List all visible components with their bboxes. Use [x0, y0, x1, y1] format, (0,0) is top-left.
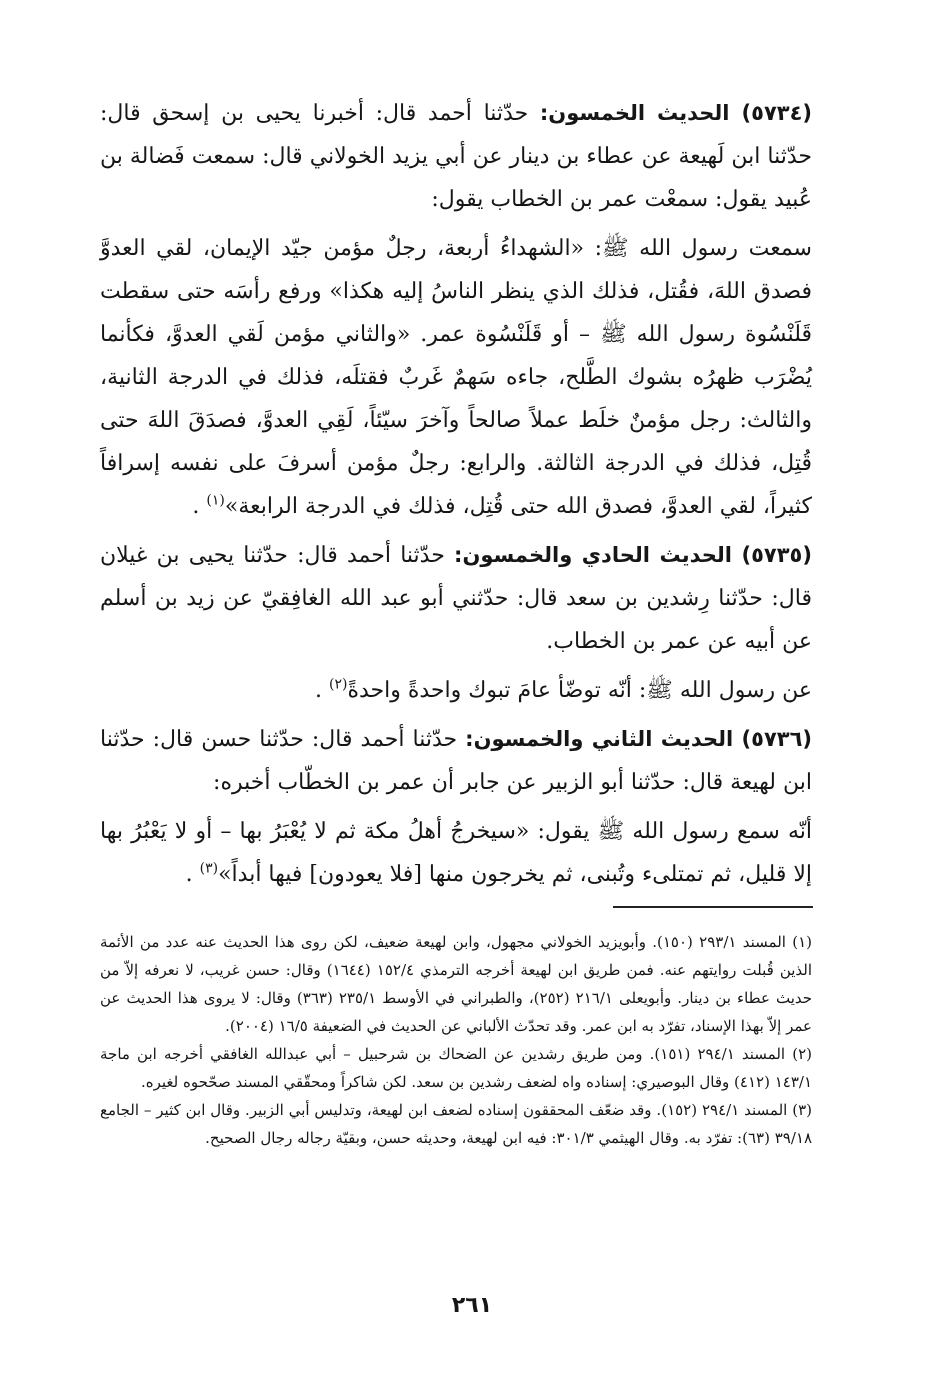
hadith-heading: (٥٧٣٦) الحديث الثاني والخمسون: — [465, 727, 813, 751]
footnote-3: (٣) المسند ٢٩٤/١ (١٥٢). وقد ضعّف المحققون إسناده لضعف ابن لهيعة، وتدليس أبي الزبير. وقال ابن كثير – الجامع ٣٩/١٨ (٦٣): تفرّد به. وقال الهيثمي ٣٠١/٣: فيه ابن لهيعة، وحديثه حسن، وبقيّة رجاله رجال الصحيح. — [100, 1101, 812, 1147]
sentence-end: . — [185, 862, 200, 887]
hadith-5735-matn — [100, 669, 812, 712]
main-text — [100, 92, 812, 896]
hadith-5736-isnad — [100, 718, 812, 804]
hadith-5734-matn — [100, 227, 812, 528]
page-number: ٢٦١ — [451, 1293, 493, 1318]
hadith-matn-text: أنّه سمع رسول الله ﷺ يقول: «سيخرجُ أهلُ مكة ثم لا يُعْبَرُ بها – أو لا يَعْبُرُ بها إلا قليل، ثم تمتلىء وتُبنى، ثم يخرجون منها [فلا يعودون] فيها أبداً» — [100, 819, 812, 887]
hadith-isnad-text: حدّثنا أحمد قال: أخبرنا يحيى بن إسحق قال: حدّثنا ابن لَهيعة عن عطاء بن دينار عن أبي يزيد الخولاني قال: سمعت فَضالة بن عُبيد يقول: سمعْت عمر بن الخطاب يقول: — [100, 101, 812, 212]
footnote-1: (١) المسند ٢٩٣/١ (١٥٠). وأبويزيد الخولاني مجهول، وابن لهيعة ضعيف، لكن روى هذا الحديث عنه عدد من الأئمة الذين قُبلت روايتهم عنه. فمن طريق ابن لهيعة أخرجه الترمذي ١٥٢/٤ (١٦٤٤) وقال: حسن غريب، لا نعرفه إلاّ من حديث عطاء بن دينار. وأبويعلى ٢١٦/١ (٢٥٢)، والطبراني في الأوسط ٢٣٥/١ (٣٦٣) وقال: لا يروى هذا الحديث عن عمر إلاّ بهذا الإسناد، تفرّد به ابن عمر. وقد تحدّث الألباني عن الحديث في الضعيفة ١٦/٥ (٢٠٠٤). — [100, 933, 813, 1035]
footnotes — [100, 928, 812, 1152]
footnote-ref[interactable]: (١) — [206, 492, 225, 509]
footnote-ref[interactable]: (٣) — [199, 860, 219, 877]
hadith-isnad-text: حدّثنا أحمد قال: حدّثنا يحيى بن غيلان قال: حدّثنا رِشدين بن سعد قال: حدّثني أبو عبد الله الغافِقيّ عن زيد بن أسلم عن أبيه عن عمر بن الخطاب. — [100, 543, 812, 654]
hadith-isnad-text: حدّثنا أحمد قال: حدّثنا حسن قال: حدّثنا ابن لهيعة قال: حدّثنا أبو الزبير عن جابر أن عمر بن الخطّاب أخبره: — [100, 727, 812, 795]
hadith-heading: (٥٧٣٤) الحديث الخمسون: — [539, 101, 813, 125]
hadith-5734-isnad — [100, 92, 812, 221]
footnote-2: (٢) المسند ٢٩٤/١ (١٥١). ومن طريق رشدين عن الضحاك بن شرحبيل – أبي عبدالله الغافقي أخرجه ابن ماجة ١٤٣/١ (٤١٢) وقال البوصيري: إسناده واه لضعف رشدين بن سعد. لكن شاكراً ومحقّقي المسند صحّحوه لغيره. — [100, 1045, 812, 1091]
hadith-heading: (٥٧٣٥) الحديث الحادي والخمسون: — [454, 543, 812, 567]
footnote-separator — [613, 906, 813, 908]
footnote-ref[interactable]: (٢) — [328, 676, 348, 693]
hadith-5736-matn — [100, 810, 812, 896]
sentence-end: . — [192, 494, 207, 519]
hadith-matn-text: عن رسول الله ﷺ: أنّه توضّأ عامَ تبوك واحدةً واحدةً — [347, 678, 812, 703]
sentence-end: . — [314, 678, 329, 703]
hadith-matn-text: سمعت رسول الله ﷺ: «الشهداءُ أربعة، رجلٌ مؤمن جيّد الإيمان، لقي العدوَّ فصدق اللهَ، فقُتل، فذلك الذي ينظر الناسُ إليه هكذا» ورفع رأسَه حتى سقطت قَلَنْسُوة رسول الله ﷺ – أو قَلَنْسُوة عمر. «والثاني مؤمن لَقي العدوَّ، فكأنما يُضْرَب ظهرُه بشوك الطَّلح، جاءه سَهمٌ غَربٌ فقتلَه، فذلك في الدرجة الثانية، والثالث: رجل مؤمنٌ خلَط عملاً صالحاً وآخرَ سيّئاً، لَقِي العدوَّ، فصدَقَ اللهَ حتى قُتِل، فذلك في الدرجة الثالثة. والرابع: رجلٌ مؤمن أسرفَ على نفسه إسرافاً كثيراً، لقي العدوَّ، فصدق الله حتى قُتِل، فذلك في الدرجة الرابعة» — [100, 236, 812, 519]
hadith-5735-isnad — [100, 534, 812, 663]
